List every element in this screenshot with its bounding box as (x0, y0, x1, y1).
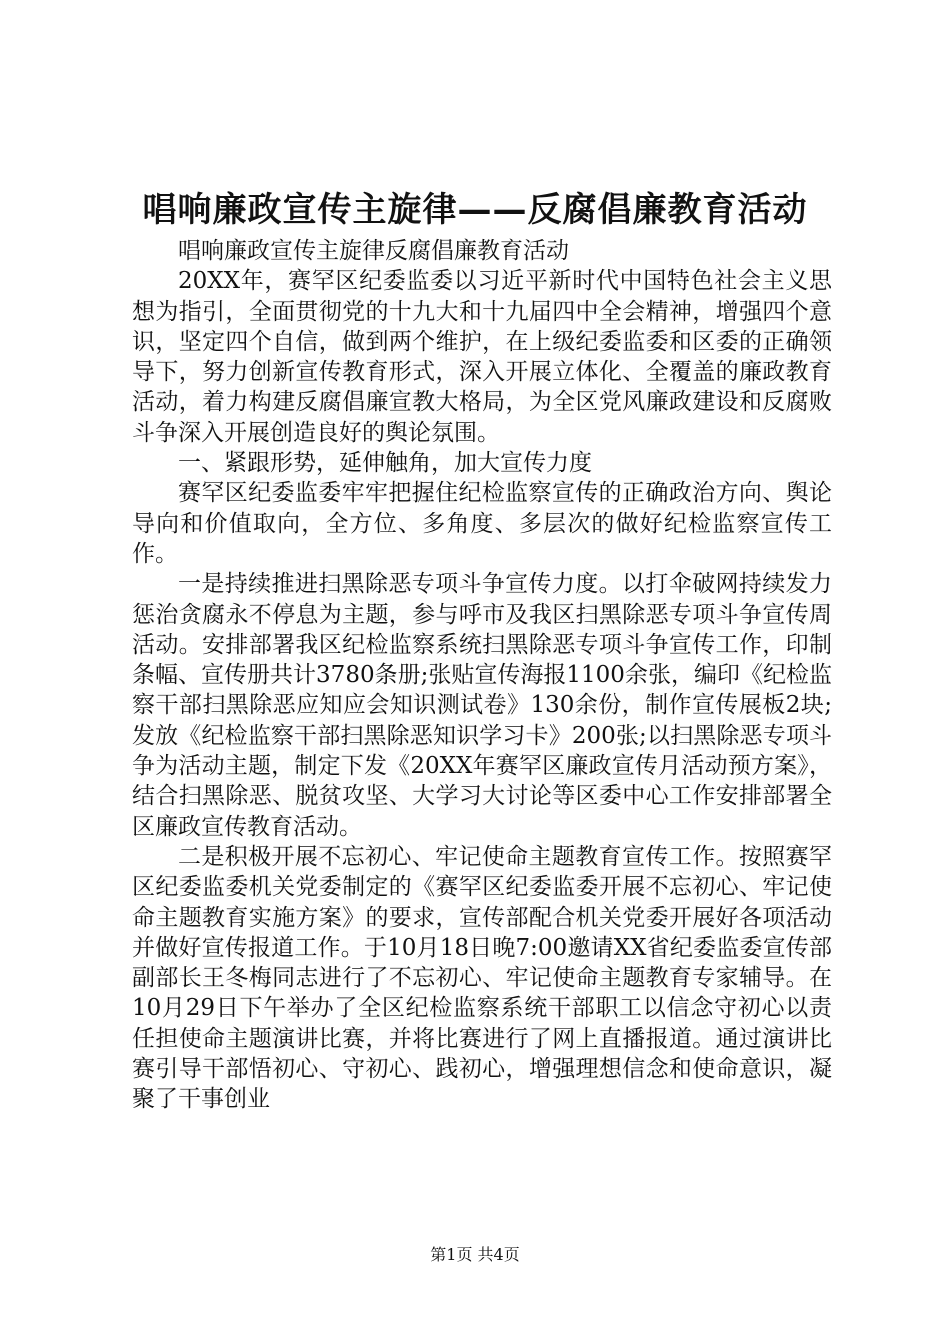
document-body (132, 236, 832, 1115)
intro-paragraph: 20XX年，赛罕区纪委监委以习近平新时代中国特色社会主义思想为指引，全面贯彻党的十九大和十九届四中全会精神，增强四个意识，坚定四个自信，做到两个维护，在上级纪委监委和区委的正确领导下，努力创新宣传教育形式，深入开展立体化、全覆盖的廉政教育活动，着力构建反腐倡廉宣教大格局，为全区党风廉政建设和反腐败斗争深入开展创造良好的舆论氛围。 (132, 268, 832, 446)
page-number-footer: 第1页 共4页 (430, 1245, 520, 1264)
body-paragraph: 二是积极开展不忘初心、牢记使命主题教育宣传工作。按照赛罕区纪委监委机关党委制定的《赛罕区纪委监委开展不忘初心、牢记使命主题教育实施方案》的要求，宣传部配合机关党委开展好各项活动并做好宣传报道工作。于10月18日晚7:00邀请XX省纪委监委宣传部副部长王冬梅同志进行了不忘初心、牢记使命主题教育专家辅导。在10月29日下午举办了全区纪检监察系统干部职工以信念守初心以责任担使命主题演讲比赛，并将比赛进行了网上直播报道。通过演讲比赛引导干部悟初心、守初心、践初心，增强理想信念和使命意识，凝聚了干事创业 (132, 843, 832, 1113)
document-title: 唱响廉政宣传主旋律——反腐倡廉教育活动 (142, 190, 808, 230)
body-paragraph: 一是持续推进扫黑除恶专项斗争宣传力度。以打伞破网持续发力惩治贪腐永不停息为主题，参与呼市及我区扫黑除恶专项斗争宣传周活动。安排部署我区纪检监察系统扫黑除恶专项斗争宣传工作，印制条幅、宣传册共计3780条册;张贴宣传海报1100余张，编印《纪检监察干部扫黑除恶应知应会知识测试卷》130余份，制作宣传展板2块;发放《纪检监察干部扫黑除恶知识学习卡》200张;以扫黑除恶专项斗争为活动主题，制定下发《20XX年赛罕区廉政宣传月活动预方案》，结合扫黑除恶、脱贫攻坚、大学习大讨论等区委中心工作安排部署全区廉政宣传教育活动。 (132, 571, 832, 840)
section-heading: 一、紧跟形势，延伸触角，加大宣传力度 (178, 450, 592, 477)
body-paragraph: 赛罕区纪委监委牢牢把握住纪检监察宣传的正确政治方向、舆论导向和价值取向，全方位、多角度、多层次的做好纪检监察宣传工作。 (132, 480, 832, 567)
subtitle-paragraph: 唱响廉政宣传主旋律反腐倡廉教育活动 (178, 238, 569, 264)
